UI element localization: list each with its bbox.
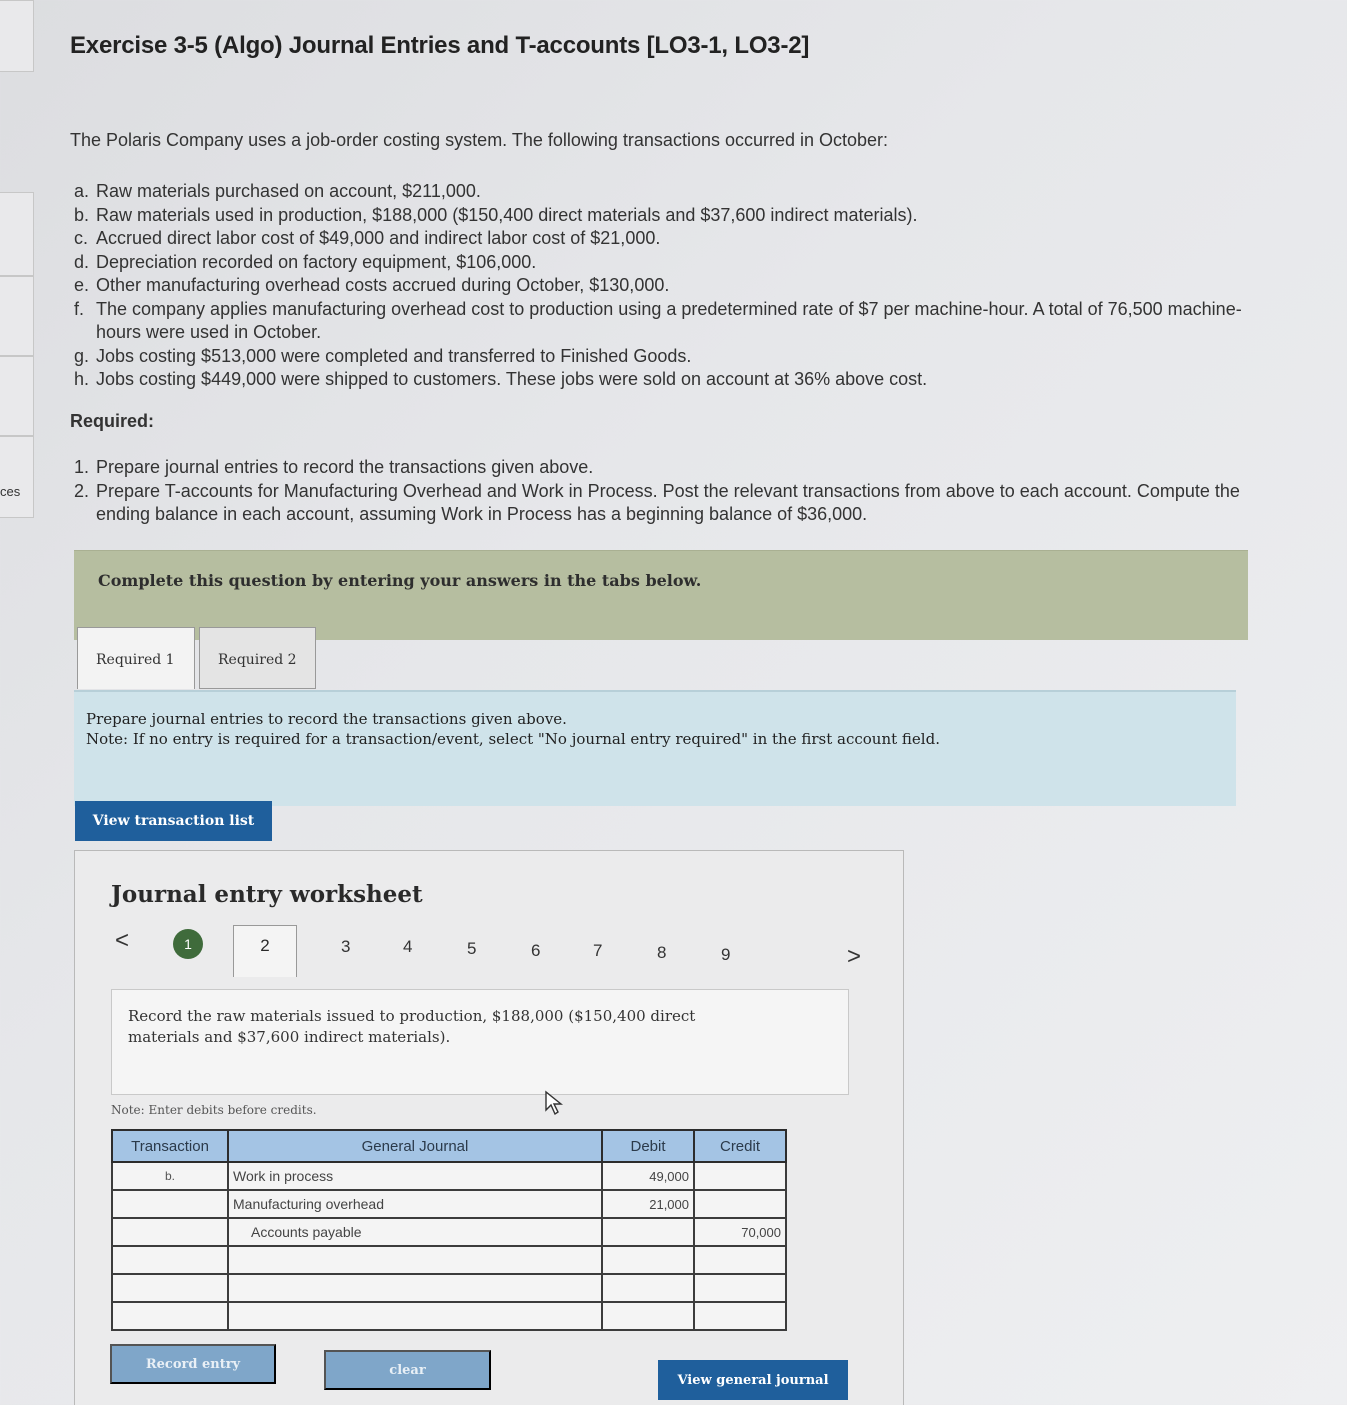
intro-text: The Polaris Company uses a job-order costing system. The following transactions occurred in October: (70, 130, 889, 150)
transaction-cell (112, 1218, 228, 1246)
chevron-left-icon[interactable]: < (115, 927, 130, 954)
side-panel-tab[interactable] (0, 192, 34, 276)
transaction-description (111, 989, 849, 1095)
debit-header: Debit (602, 1130, 694, 1162)
general-journal-header: General Journal (228, 1130, 602, 1162)
account-field[interactable]: Work in process (228, 1162, 602, 1190)
page-1-completed[interactable]: 1 (173, 929, 203, 959)
list-item: h. Jobs costing $449,000 were shipped to customers. These jobs were sold on account at 36% above cost. (74, 369, 928, 389)
tab-label: Required 2 (218, 652, 297, 668)
credit-field[interactable] (694, 1190, 786, 1218)
transaction-cell (112, 1190, 228, 1218)
page-4[interactable]: 4 (403, 937, 413, 956)
debits-note: Note: Enter debits before credits. (111, 1103, 317, 1117)
debit-field[interactable] (602, 1302, 694, 1330)
debit-field[interactable] (602, 1246, 694, 1274)
list-item: a. Raw materials purchased on account, $211,000. (74, 181, 481, 201)
view-transaction-list-button[interactable]: View transaction list (75, 801, 272, 841)
side-panel-tab[interactable] (0, 436, 34, 518)
debit-field[interactable] (602, 1218, 694, 1246)
credit-field[interactable] (694, 1246, 786, 1274)
account-field[interactable] (228, 1246, 602, 1274)
tab-label: Required 1 (96, 652, 175, 668)
page-2-current[interactable]: 2 (233, 925, 297, 977)
transaction-cell (112, 1246, 228, 1274)
page-7[interactable]: 7 (593, 941, 603, 960)
entry-pager (111, 925, 871, 979)
instructions-line: Prepare journal entries to record the transactions given above. (86, 710, 567, 728)
debit-field[interactable]: 49,000 (602, 1162, 694, 1190)
table-row (112, 1190, 786, 1218)
transaction-header: Transaction (112, 1130, 228, 1162)
account-field[interactable] (228, 1274, 602, 1302)
transaction-cell (112, 1302, 228, 1330)
list-item: c. Accrued direct labor cost of $49,000 and indirect labor cost of $21,000. (74, 228, 661, 248)
transaction-cell (112, 1274, 228, 1302)
account-field[interactable] (228, 1302, 602, 1330)
side-panel-tab[interactable] (0, 356, 34, 436)
description-text: Record the raw materials issued to production, $188,000 ($150,400 direct materials and $37,600 indirect materials). (128, 1007, 696, 1046)
chevron-right-icon[interactable]: > (847, 943, 862, 970)
credit-header: Credit (694, 1130, 786, 1162)
side-panel-tab[interactable] (0, 0, 34, 72)
instructions-panel (74, 690, 1236, 806)
requirements-list (74, 456, 1254, 527)
side-panel-label: ces (0, 484, 21, 499)
list-item: d. Depreciation recorded on factory equipment, $106,000. (74, 251, 537, 272)
credit-field[interactable] (694, 1162, 786, 1190)
page-3[interactable]: 3 (341, 937, 351, 956)
clear-entry-button[interactable]: clear (324, 1350, 491, 1390)
list-item: g. Jobs costing $513,000 were completed and transferred to Finished Goods. (74, 345, 692, 366)
list-item: 1. Prepare journal entries to record the transactions given above. (74, 457, 594, 477)
mouse-pointer-icon (544, 1090, 564, 1116)
table-row (112, 1162, 786, 1190)
credit-field[interactable] (694, 1302, 786, 1330)
table-row (112, 1274, 786, 1302)
journal-entry-worksheet (74, 850, 904, 1405)
tab-required-2[interactable] (199, 627, 316, 689)
page-title: Exercise 3-5 (Algo) Journal Entries and T-accounts [LO3-1, LO3-2] (70, 32, 810, 59)
transaction-cell: b. (112, 1162, 228, 1190)
account-field[interactable]: Accounts payable (228, 1218, 602, 1246)
list-item: f. The company applies manufacturing overhead cost to production using a predetermined rate of $7 per machine-hour. A total of 76,500 machine-hours were used in October. (74, 298, 1242, 342)
table-row (112, 1218, 786, 1246)
required-heading: Required: (70, 411, 155, 431)
page-5[interactable]: 5 (467, 939, 477, 958)
debit-field[interactable]: 21,000 (602, 1190, 694, 1218)
credit-field[interactable] (694, 1274, 786, 1302)
credit-field[interactable]: 70,000 (694, 1218, 786, 1246)
worksheet-title: Journal entry worksheet (111, 881, 423, 908)
side-panel-tab[interactable] (0, 276, 34, 356)
transaction-list (74, 180, 1254, 392)
table-row (112, 1302, 786, 1330)
instructions-note: Note: If no entry is required for a transaction/event, select "No journal entry required" in the first account field. (86, 730, 940, 748)
list-item: 2. Prepare T-accounts for Manufacturing Overhead and Work in Process. Post the relevant transactions from above to each account. Compute the ending balance in each account, assuming Work in Process has a beginning balance of $36,000. (74, 480, 1240, 524)
general-journal-table (111, 1129, 787, 1331)
account-field[interactable]: Manufacturing overhead (228, 1190, 602, 1218)
page-8[interactable]: 8 (657, 943, 667, 962)
page-9[interactable]: 9 (721, 945, 731, 964)
tab-required-1[interactable] (77, 627, 195, 689)
debit-field[interactable] (602, 1274, 694, 1302)
table-row (112, 1246, 786, 1274)
page-6[interactable]: 6 (531, 941, 541, 960)
view-general-journal-button[interactable]: View general journal (658, 1360, 848, 1400)
list-item: e. Other manufacturing overhead costs accrued during October, $130,000. (74, 275, 670, 295)
list-item: b. Raw materials used in production, $188,000 ($150,400 direct materials and $37,600 indirect materials). (74, 204, 918, 225)
record-entry-button[interactable]: Record entry (110, 1344, 276, 1384)
banner-text: Complete this question by entering your answers in the tabs below. (98, 571, 702, 590)
